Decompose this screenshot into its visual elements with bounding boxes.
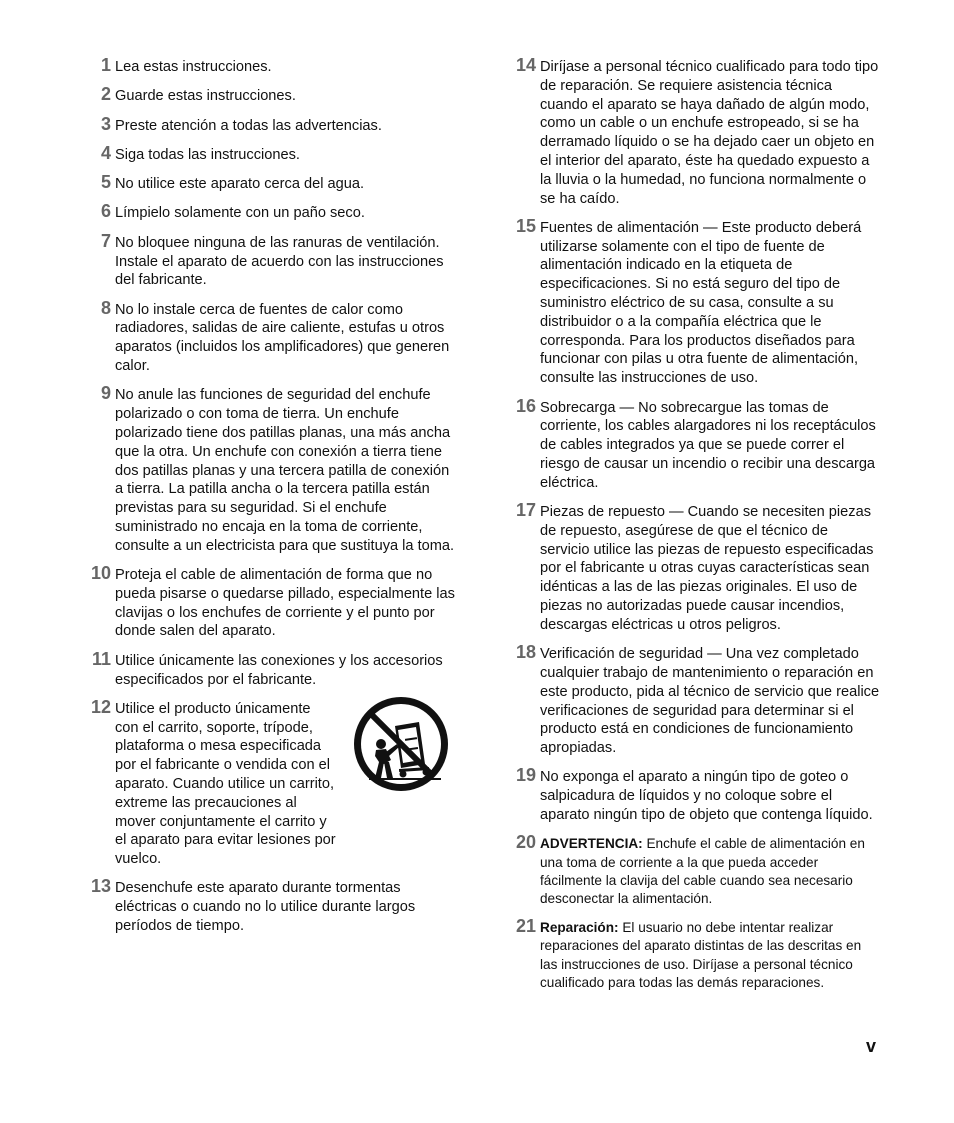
list-item	[80, 142, 455, 165]
list-item	[505, 500, 880, 635]
left-column	[80, 55, 455, 946]
item-number: 19	[515, 765, 536, 786]
cart-tip-over-warning-icon	[351, 694, 451, 794]
item-number: 21	[515, 915, 536, 936]
item-text: Verificación de seguridad — Una vez completado cualquier trabajo de mantenimiento o reparación en este producto, pida al técnico de servicio que realice verificaciones de seguridad para determinar si el producto está en condiciones de funcionamiento apropiadas.	[540, 646, 880, 757]
item-text: Lea estas instrucciones.	[115, 59, 272, 75]
list-item	[80, 648, 455, 690]
item-text	[540, 835, 880, 908]
item-text: No lo instale cerca de fuentes de calor como radiadores, salidas de aire caliente, estufas u otros aparatos (incluidos los amplificadores) que generen calor.	[115, 301, 450, 375]
list-item	[505, 832, 880, 908]
list-item	[505, 395, 880, 493]
item-number: 9	[100, 383, 111, 404]
item-text: Sobrecarga — No sobrecargue las tomas de corriente, los cables alargadores ni los receptáculos de cables integrados ya que se puede correr el riesgo de causar un incendio o recibir una descarga eléctrica.	[540, 399, 876, 491]
list-item	[80, 84, 455, 106]
item-number: 17	[515, 500, 536, 521]
list-item	[505, 915, 880, 992]
item-text: No bloquee ninguna de las ranuras de ventilación. Instale el aparato de acuerdo con las instrucciones del fabricante.	[115, 234, 444, 289]
item-number: 16	[515, 395, 536, 416]
warning-text: Enchufe el cable de alimentación en una toma de corriente a la que pueda acceder fácilmente la clavija del cable cuando sea necesario desconectar la alimentación.	[540, 836, 865, 907]
list-item	[80, 55, 455, 77]
list-item	[80, 201, 455, 223]
item-number: 6	[100, 201, 111, 222]
list-item	[505, 642, 880, 758]
list-item	[505, 765, 880, 824]
item-number: 18	[515, 642, 536, 663]
item-text	[540, 919, 880, 992]
repair-label: Reparación:	[540, 919, 619, 935]
item-text: Preste atención a todas las advertencias.	[115, 117, 382, 134]
list-item	[80, 297, 455, 376]
item-text: Utilice el producto únicamente con el carrito, soporte, trípode, plataforma o mesa especificada por el fabricante o vendida con el aparato. Cuando utilice un carrito, extreme las precauciones al mover conjuntamente el carrito y el aparato para evitar lesiones por vuelco.	[115, 700, 336, 868]
item-text: No anule las funciones de seguridad del enchufe polarizado o con toma de tierra. Un enchufe polarizado tiene dos patillas planas, una más ancha que la otra. Un enchufe con conexión a tierra tiene dos patillas planas y una tercera patilla de conexión a tierra. La patilla ancha o la tercera patilla están previstas para su seguridad. Si el enchufe suministrado no encaja en la toma de corriente, consulte a un electricista para que sustituya la toma.	[115, 387, 455, 554]
item-number: 5	[100, 172, 111, 193]
list-item	[80, 876, 455, 935]
item-number: 11	[91, 648, 111, 669]
item-number: 4	[100, 142, 111, 163]
item-text: No exponga el aparato a ningún tipo de goteo o salpicadura de líquidos y no coloque sobre el aparato ningún tipo de objeto que contenga líquido.	[540, 769, 873, 823]
list-item	[80, 696, 455, 869]
item-number: 13	[90, 876, 111, 897]
item-number: 14	[515, 55, 536, 75]
item-text: Desenchufe este aparato durante tormentas eléctricas o cuando no lo utilice durante largos períodos de tiempo.	[115, 880, 416, 935]
item-number: 1	[100, 55, 111, 75]
item-text: Diríjase a personal técnico cualificado para todo tipo de reparación. Se requiere asistencia técnica cuando el aparato se haya dañado de algún modo, como un cable o un enchufe estropeado, si se ha derramado líquido o se ha dejado caer un objeto en el interior del aparato, éste ha quedado expuesto a la lluvia o la humedad, no funciona normalmente o se ha caído.	[540, 59, 879, 207]
item-text: Límpielo solamente con un paño seco.	[115, 205, 365, 222]
item-text: Utilice únicamente las conexiones y los accesorios especificados por el fabricante.	[115, 652, 443, 688]
list-item	[80, 113, 455, 136]
item-number: 8	[100, 297, 111, 318]
item-number: 10	[90, 563, 111, 584]
list-item	[80, 383, 455, 555]
item-number: 2	[100, 84, 111, 105]
item-text: Fuentes de alimentación — Este producto deberá utilizarse solamente con el tipo de fuente de alimentación indicado en la etiqueta de especificaciones. Si no está seguro del tipo de suministro eléctrico de su casa, consulte a su distribuidor o a la compañía eléctrica que le corresponda. Para los productos diseñados para funcionar con pilas u otra fuente de alimentación, consulte las instrucciones de uso.	[540, 219, 862, 387]
item-number: 3	[100, 113, 111, 134]
item-number: 7	[100, 230, 111, 251]
item-text: Proteja el cable de alimentación de forma que no pueda pisarse o quedarse pillado, especialmente las clavijas o los enchufes de corriente y el punto por donde salen del aparato.	[115, 567, 455, 640]
list-item	[80, 563, 455, 641]
item-text: Guarde estas instrucciones.	[115, 88, 296, 105]
item-text: Piezas de repuesto — Cuando se necesiten piezas de repuesto, asegúrese de que el técnico de servicio utilice las piezas de repuesto especificadas por el fabricante u otras cuyas características sean idénticas a las de las piezas originales. El uso de piezas no autorizadas puede causar incendios, descargas eléctricas u otros peligros.	[540, 504, 874, 633]
right-column	[505, 55, 880, 1003]
item-number: 15	[515, 215, 536, 236]
page-number: v	[866, 1036, 877, 1056]
item-text: Siga todas las instrucciones.	[115, 146, 300, 163]
repair-text: El usuario no debe intentar realizar reparaciones del aparato distintas de las descritas en las instrucciones de uso. Diríjase a personal técnico cualificado para todas las demás reparaciones.	[540, 919, 862, 990]
item-number: 20	[515, 832, 536, 853]
item-text: No utilice este aparato cerca del agua.	[115, 176, 365, 193]
list-item	[505, 55, 880, 208]
item-number: 12	[90, 696, 111, 717]
warning-label: ADVERTENCIA:	[540, 836, 643, 852]
list-item	[80, 172, 455, 194]
list-item	[505, 215, 880, 388]
list-item	[80, 230, 455, 290]
